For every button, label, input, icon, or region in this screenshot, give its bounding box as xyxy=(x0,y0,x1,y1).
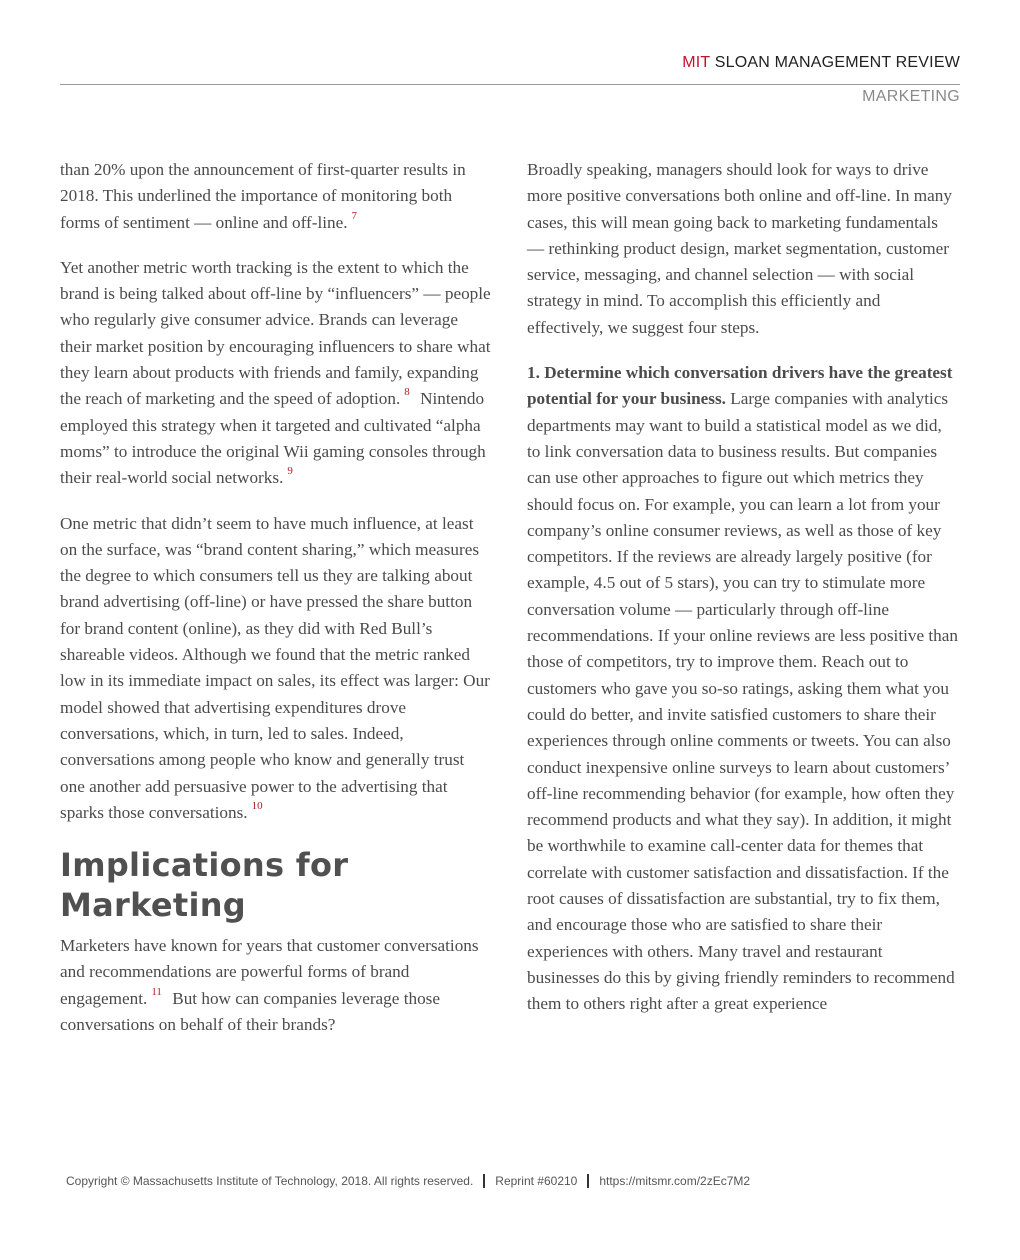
section-label: MARKETING xyxy=(862,88,960,105)
paragraph xyxy=(60,255,492,492)
paragraph xyxy=(527,360,959,1017)
masthead xyxy=(682,54,960,72)
paragraph-text: Nintendo employed this strategy when it targeted and cultivated “alpha moms” to introduce the original Wii gaming consoles through their real-world social networks. xyxy=(60,389,486,488)
footnote-ref[interactable]: 11 xyxy=(151,985,162,998)
brand-title: SLOAN MANAGEMENT REVIEW xyxy=(714,54,960,71)
footer-divider xyxy=(587,1174,589,1188)
footer xyxy=(66,1174,750,1188)
footnote-ref[interactable]: 8 xyxy=(404,386,410,399)
brand-mit: MIT xyxy=(682,54,711,71)
step-lead: 1. Determine which conversation drivers have the greatest potential for your business. xyxy=(527,363,953,409)
paragraph xyxy=(60,511,492,827)
header-rule xyxy=(60,84,960,85)
section-heading: Implications for Marketing xyxy=(60,846,349,925)
right-column xyxy=(527,157,959,1037)
paragraph: Broadly speaking, managers should look for ways to drive more positive conversations both online and off-line. In many cases, this will mean going back to marketing fundamentals — rethinking product design, market segmentation, customer service, messaging, and channel selection — with social strategy in mind. To accomplish this efficiently and effectively, we suggest four steps. xyxy=(527,160,952,337)
paragraph xyxy=(60,933,492,1038)
paragraph-text: Large companies with analytics departments may want to build a statistical model as we did, to link conversation data to business results. But companies can use other approaches to figure out which metrics they should focus on. For example, you can learn a lot from your company’s online consumer reviews, as well as those of key competitors. If the reviews are already largely positive (for example, 4.5 out of 5 stars), you can try to stimulate more conversation volume — particularly through off-line recommendations. If your online reviews are less positive than those of competitors, try to improve them. Reach out to customers who gave you so-so ratings, asking them what you could do better, and invite satisfied customers to share their experiences through online comments or tweets. You can also conduct inexpensive online surveys to learn about customers’ off-line recommending behavior (for example, how often they recommend products and what they say). In addition, it might be worthwhile to examine call-center data for themes that correlate with customer satisfaction and dissatisfaction. If the root causes of dissatisfaction are substantial, try to fix them, and encourage those who are satisfied to share their experiences with others. Many travel and restaurant businesses do this by giving friendly reminders to recommend them to others right after a great experience xyxy=(527,389,958,1014)
paragraph xyxy=(60,157,492,236)
paragraph-text: One metric that didn’t seem to have much influence, at least on the surface, was “brand content sharing,” which measures the degree to which consumers tell us they are talking about brand advertising (off-line) or have pressed the share button for brand content (online), as they did with Red Bull’s shareable videos. Although we found that the metric ranked low in its immediate impact on sales, its effect was larger: Our model showed that advertising expenditures drove conversations, which, in turn, led to sales. Indeed, conversations among people who know and generally trust one another add persuasive power to the advertising that sparks those conversations. xyxy=(60,513,490,822)
paragraph-text: than 20% upon the announcement of first-quarter results in 2018. This underlined the importance of monitoring both forms of sentiment — online and off-line. xyxy=(60,160,466,232)
paragraph-text: Marketers have known for years that customer conversations and recommendations are powerful forms of brand engagement. xyxy=(60,936,479,1008)
footnote-ref[interactable]: 9 xyxy=(287,465,293,478)
copyright: Copyright © Massachusetts Institute of Technology, 2018. All rights reserved. xyxy=(66,1174,474,1188)
paragraph-text: But how can companies leverage those conversations on behalf of their brands? xyxy=(60,988,440,1035)
reprint-link[interactable]: https://mitsmr.com/2zEc7M2 xyxy=(599,1174,751,1188)
paragraph-text: Yet another metric worth tracking is the extent to which the brand is being talked about off-line by “influencers” — people who regularly give consumer advice. Brands can leverage their market position by encouraging influencers to share what they learn about products with friends and family, expanding the reach of marketing and the speed of adoption. xyxy=(60,257,491,409)
footnote-ref[interactable]: 10 xyxy=(251,799,263,812)
left-column xyxy=(60,157,492,1057)
footnote-ref[interactable]: 7 xyxy=(351,209,358,222)
footer-divider xyxy=(483,1174,485,1188)
reprint-number: Reprint #60210 xyxy=(495,1174,578,1188)
